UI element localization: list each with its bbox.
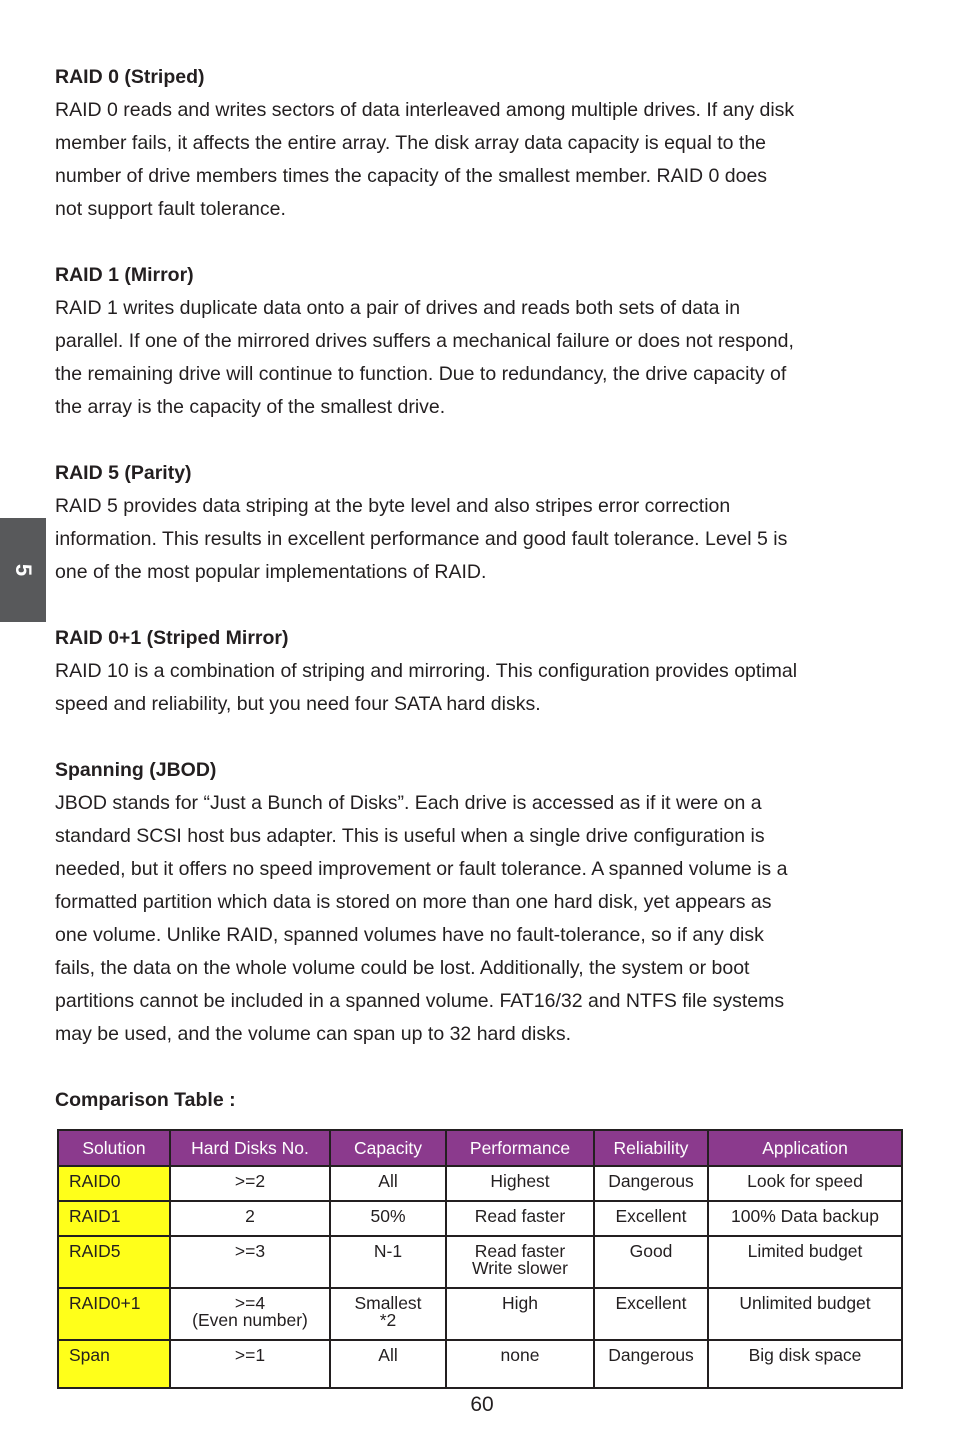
table-row — [58, 1340, 902, 1388]
table-cell — [594, 1201, 708, 1236]
column-header: Application — [708, 1130, 902, 1166]
table-cell — [330, 1288, 446, 1340]
section-body — [55, 94, 900, 226]
table-cell — [708, 1340, 902, 1388]
section-body — [55, 292, 900, 424]
solution-cell — [58, 1236, 170, 1288]
column-header: Solution — [58, 1130, 170, 1166]
table-cell — [170, 1201, 330, 1236]
cell-text: Write slower — [472, 1258, 568, 1278]
table-cell — [708, 1288, 902, 1340]
section-body — [55, 655, 900, 721]
cell-text: Good — [629, 1241, 673, 1261]
body-line: partitions cannot be included in a spanned volume. FAT16/32 and NTFS file systems — [55, 990, 785, 1012]
table-cell — [330, 1166, 446, 1201]
cell-text: Big disk space — [748, 1345, 862, 1365]
page-number: 60 — [470, 1393, 494, 1416]
comparison-table-title: Comparison Table : — [55, 1089, 236, 1111]
body-line: JBOD stands for “Just a Bunch of Disks”. Each drive is accessed as if it were on a — [55, 792, 762, 814]
body-line: the remaining drive will continue to function. Due to redundancy, the drive capacity of — [55, 363, 787, 385]
cell-text: >=3 — [234, 1241, 266, 1261]
cell-text: *2 — [379, 1310, 397, 1330]
table-cell — [594, 1340, 708, 1388]
body-line: not support fault tolerance. — [55, 198, 286, 220]
cell-text: N-1 — [373, 1241, 403, 1261]
table-cell — [330, 1201, 446, 1236]
table-cell — [170, 1340, 330, 1388]
section-heading: Spanning (JBOD) — [55, 759, 217, 781]
table-row — [58, 1201, 902, 1236]
section-heading: RAID 1 (Mirror) — [55, 264, 194, 286]
table-cell — [446, 1340, 594, 1388]
cell-text: >=2 — [234, 1171, 266, 1191]
body-line: needed, but it offers no speed improvement or fault tolerance. A spanned volume is a — [55, 858, 788, 880]
cell-text: (Even number) — [192, 1310, 308, 1330]
cell-text: >=1 — [234, 1345, 266, 1365]
body-line: information. This results in excellent performance and good fault tolerance. Level 5 is — [55, 528, 788, 550]
cell-text: >=4 — [234, 1293, 266, 1313]
cell-text: Highest — [490, 1171, 550, 1191]
cell-text: Read faster — [474, 1206, 566, 1226]
body-line: one volume. Unlike RAID, spanned volumes have no fault-tolerance, so if any disk — [55, 924, 764, 946]
body-line: RAID 1 writes duplicate data onto a pair of drives and reads both sets of data in — [55, 297, 741, 319]
column-header: Reliability — [594, 1130, 708, 1166]
body-line: fails, the data on the whole volume could be lost. Additionally, the system or boot — [55, 957, 750, 979]
cell-text: All — [378, 1345, 398, 1365]
table-cell — [594, 1288, 708, 1340]
cell-text: 100% Data backup — [731, 1206, 879, 1226]
table-cell — [446, 1288, 594, 1340]
body-line: speed and reliability, but you need four SATA hard disks. — [55, 693, 541, 715]
chapter-tab — [0, 518, 46, 622]
cell-text: Dangerous — [608, 1345, 694, 1365]
cell-text: Limited budget — [747, 1241, 863, 1261]
body-line: the array is the capacity of the smallest drive. — [55, 396, 446, 418]
section — [55, 622, 900, 721]
table-cell — [446, 1236, 594, 1288]
cell-text: All — [378, 1171, 398, 1191]
solution-cell — [58, 1201, 170, 1236]
sections — [55, 61, 900, 1051]
chapter-number: 5 — [11, 563, 36, 577]
cell-text: RAID0+1 — [69, 1293, 141, 1313]
cell-text: Dangerous — [608, 1171, 694, 1191]
page-content — [55, 61, 900, 1117]
body-line: number of drive members times the capacity of the smallest member. RAID 0 does — [55, 165, 768, 187]
body-line: RAID 5 provides data striping at the byte level and also stripes error correction — [55, 495, 731, 517]
column-header: Capacity — [330, 1130, 446, 1166]
section-heading: RAID 0 (Striped) — [55, 66, 205, 88]
table-cell — [330, 1340, 446, 1388]
table-row — [58, 1288, 902, 1340]
table-cell — [446, 1201, 594, 1236]
cell-text: none — [500, 1345, 540, 1365]
table-cell — [708, 1236, 902, 1288]
cell-text: Unlimited budget — [739, 1293, 871, 1313]
cell-text: RAID1 — [69, 1206, 121, 1226]
section — [55, 754, 900, 1051]
column-header: Performance — [446, 1130, 594, 1166]
table-cell — [170, 1288, 330, 1340]
body-line: member fails, it affects the entire array. The disk array data capacity is equal to the — [55, 132, 767, 154]
section — [55, 259, 900, 424]
table-cell — [708, 1201, 902, 1236]
cell-text: Excellent — [615, 1206, 687, 1226]
table-header-row — [58, 1130, 902, 1166]
table-cell — [170, 1236, 330, 1288]
table-row — [58, 1166, 902, 1201]
section-body — [55, 490, 900, 589]
cell-text: RAID5 — [69, 1241, 121, 1261]
table-cell — [594, 1236, 708, 1288]
cell-text: Look for speed — [747, 1171, 863, 1191]
cell-text: RAID0 — [69, 1171, 121, 1191]
section — [55, 457, 900, 589]
cell-text: Read faster — [474, 1241, 566, 1261]
cell-text: Smallest — [354, 1293, 422, 1313]
table-row — [58, 1236, 902, 1288]
cell-text: Span — [69, 1345, 110, 1365]
cell-text: 50% — [370, 1206, 406, 1226]
table-cell — [446, 1166, 594, 1201]
body-line: standard SCSI host bus adapter. This is useful when a single drive configuration is — [55, 825, 765, 847]
cell-text: Excellent — [615, 1293, 687, 1313]
section-heading: RAID 5 (Parity) — [55, 462, 192, 484]
body-line: RAID 0 reads and writes sectors of data interleaved among multiple drives. If any disk — [55, 99, 795, 121]
solution-cell — [58, 1340, 170, 1388]
body-line: RAID 10 is a combination of striping and mirroring. This configuration provides optimal — [55, 660, 798, 682]
cell-text: High — [502, 1293, 538, 1313]
column-header: Hard Disks No. — [170, 1130, 330, 1166]
table-cell — [330, 1236, 446, 1288]
section — [55, 61, 900, 226]
solution-cell — [58, 1288, 170, 1340]
comparison-table — [57, 1129, 903, 1389]
body-line: parallel. If one of the mirrored drives suffers a mechanical failure or does not respond, — [55, 330, 794, 352]
table-cell — [594, 1166, 708, 1201]
section-body — [55, 787, 900, 1051]
body-line: formatted partition which data is stored on more than one hard disk, yet appears as — [55, 891, 772, 913]
cell-text: 2 — [245, 1206, 255, 1226]
body-line: one of the most popular implementations of RAID. — [55, 561, 487, 583]
section-heading: RAID 0+1 (Striped Mirror) — [55, 627, 289, 649]
table-cell — [708, 1166, 902, 1201]
solution-cell — [58, 1166, 170, 1201]
table-cell — [170, 1166, 330, 1201]
body-line: may be used, and the volume can span up to 32 hard disks. — [55, 1023, 571, 1045]
